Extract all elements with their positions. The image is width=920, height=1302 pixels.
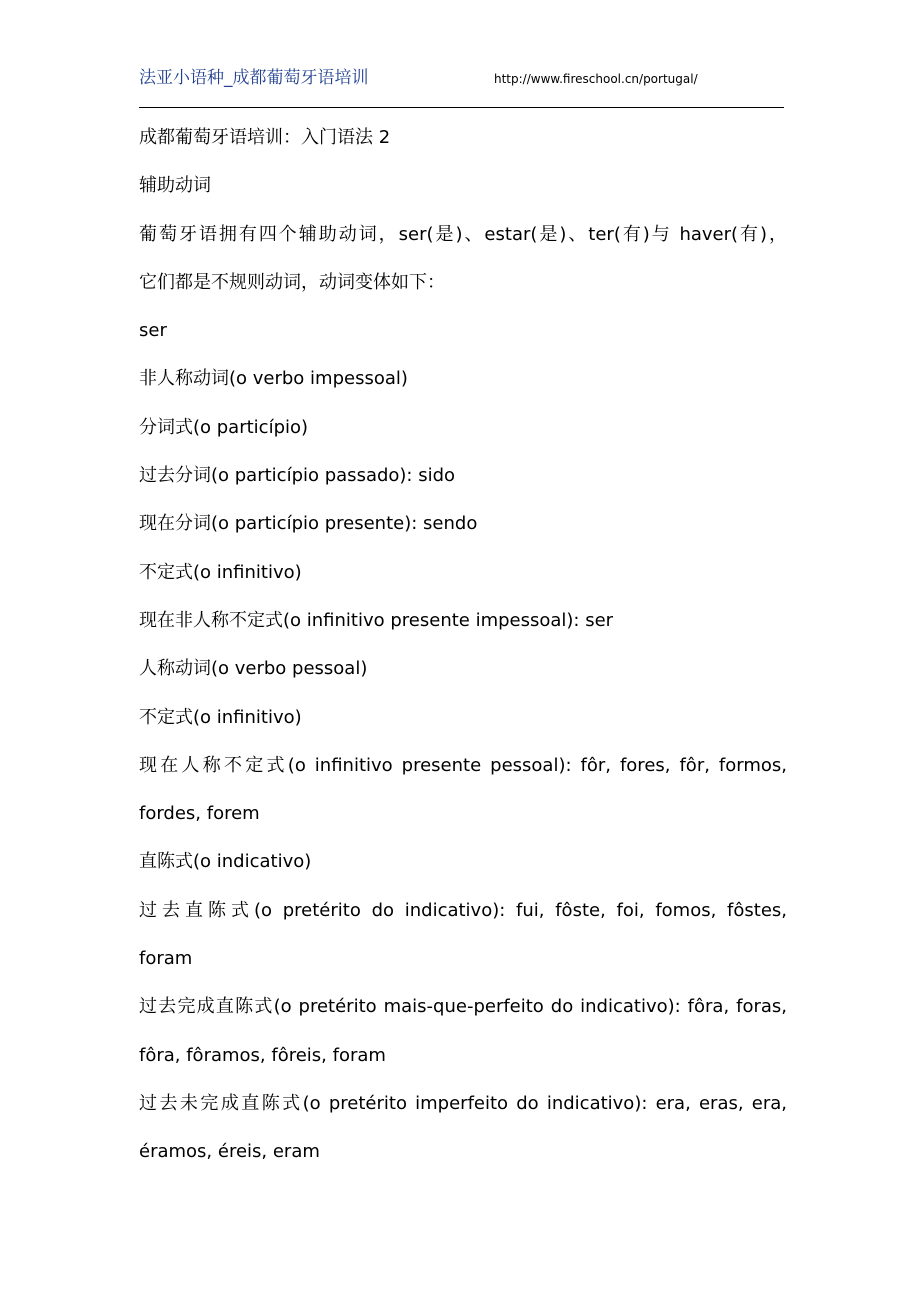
paragraph-line: 现在非人称不定式(o infinitivo presente impessoal): ser <box>139 609 614 631</box>
paragraph-line: foram <box>139 948 193 970</box>
paragraph-line: 直陈式(o indicativo) <box>139 851 312 873</box>
paragraph-line: 非人称动词(o verbo impessoal) <box>139 368 408 390</box>
paragraph-line: 过去未完成直陈式(o pretérito imperfeito do indicativo): era, eras, era, <box>139 1092 787 1114</box>
verb-heading: ser <box>139 320 167 342</box>
header-url[interactable]: http://www.fireschool.cn/portugal/ <box>494 72 698 86</box>
paragraph-line: 不定式(o infinitivo) <box>139 561 302 583</box>
paragraph-line: 人称动词(o verbo pessoal) <box>139 658 368 680</box>
paragraph-line: 它们都是不规则动词，动词变体如下： <box>139 271 445 293</box>
header-title: 法亚小语种_成都葡萄牙语培训 <box>139 68 369 88</box>
paragraph-line: 分词式(o particípio) <box>139 416 309 438</box>
section-heading: 辅助动词 <box>139 175 211 197</box>
doc-title: 成都葡萄牙语培训：入门语法 2 <box>139 127 391 148</box>
paragraph-line: 现在分词(o particípio presente): sendo <box>139 513 478 535</box>
document-body <box>139 118 787 1181</box>
header-divider <box>139 107 784 108</box>
paragraph-line: 不定式(o infinitivo) <box>139 706 302 728</box>
paragraph-line: 葡萄牙语拥有四个辅助动词，ser(是)、estar(是)、ter(有)与 haver(有)， <box>139 223 787 245</box>
paragraph-line: 过去分词(o particípio passado): sido <box>139 465 456 487</box>
paragraph-line: fordes, forem <box>139 803 260 825</box>
paragraph-line: 过去直陈式(o pretérito do indicativo): fui, fôste, foi, fomos, fôstes, <box>139 899 787 921</box>
paragraph-line: 现在人称不定式(o infinitivo presente pessoal): fôr, fores, fôr, formos, <box>139 754 787 776</box>
page-header <box>139 66 784 108</box>
paragraph-line: fôra, fôramos, fôreis, foram <box>139 1044 386 1066</box>
paragraph-line: éramos, éreis, eram <box>139 1141 320 1163</box>
paragraph-line: 过去完成直陈式(o pretérito mais-que-perfeito do indicativo): fôra, foras, <box>139 996 787 1018</box>
